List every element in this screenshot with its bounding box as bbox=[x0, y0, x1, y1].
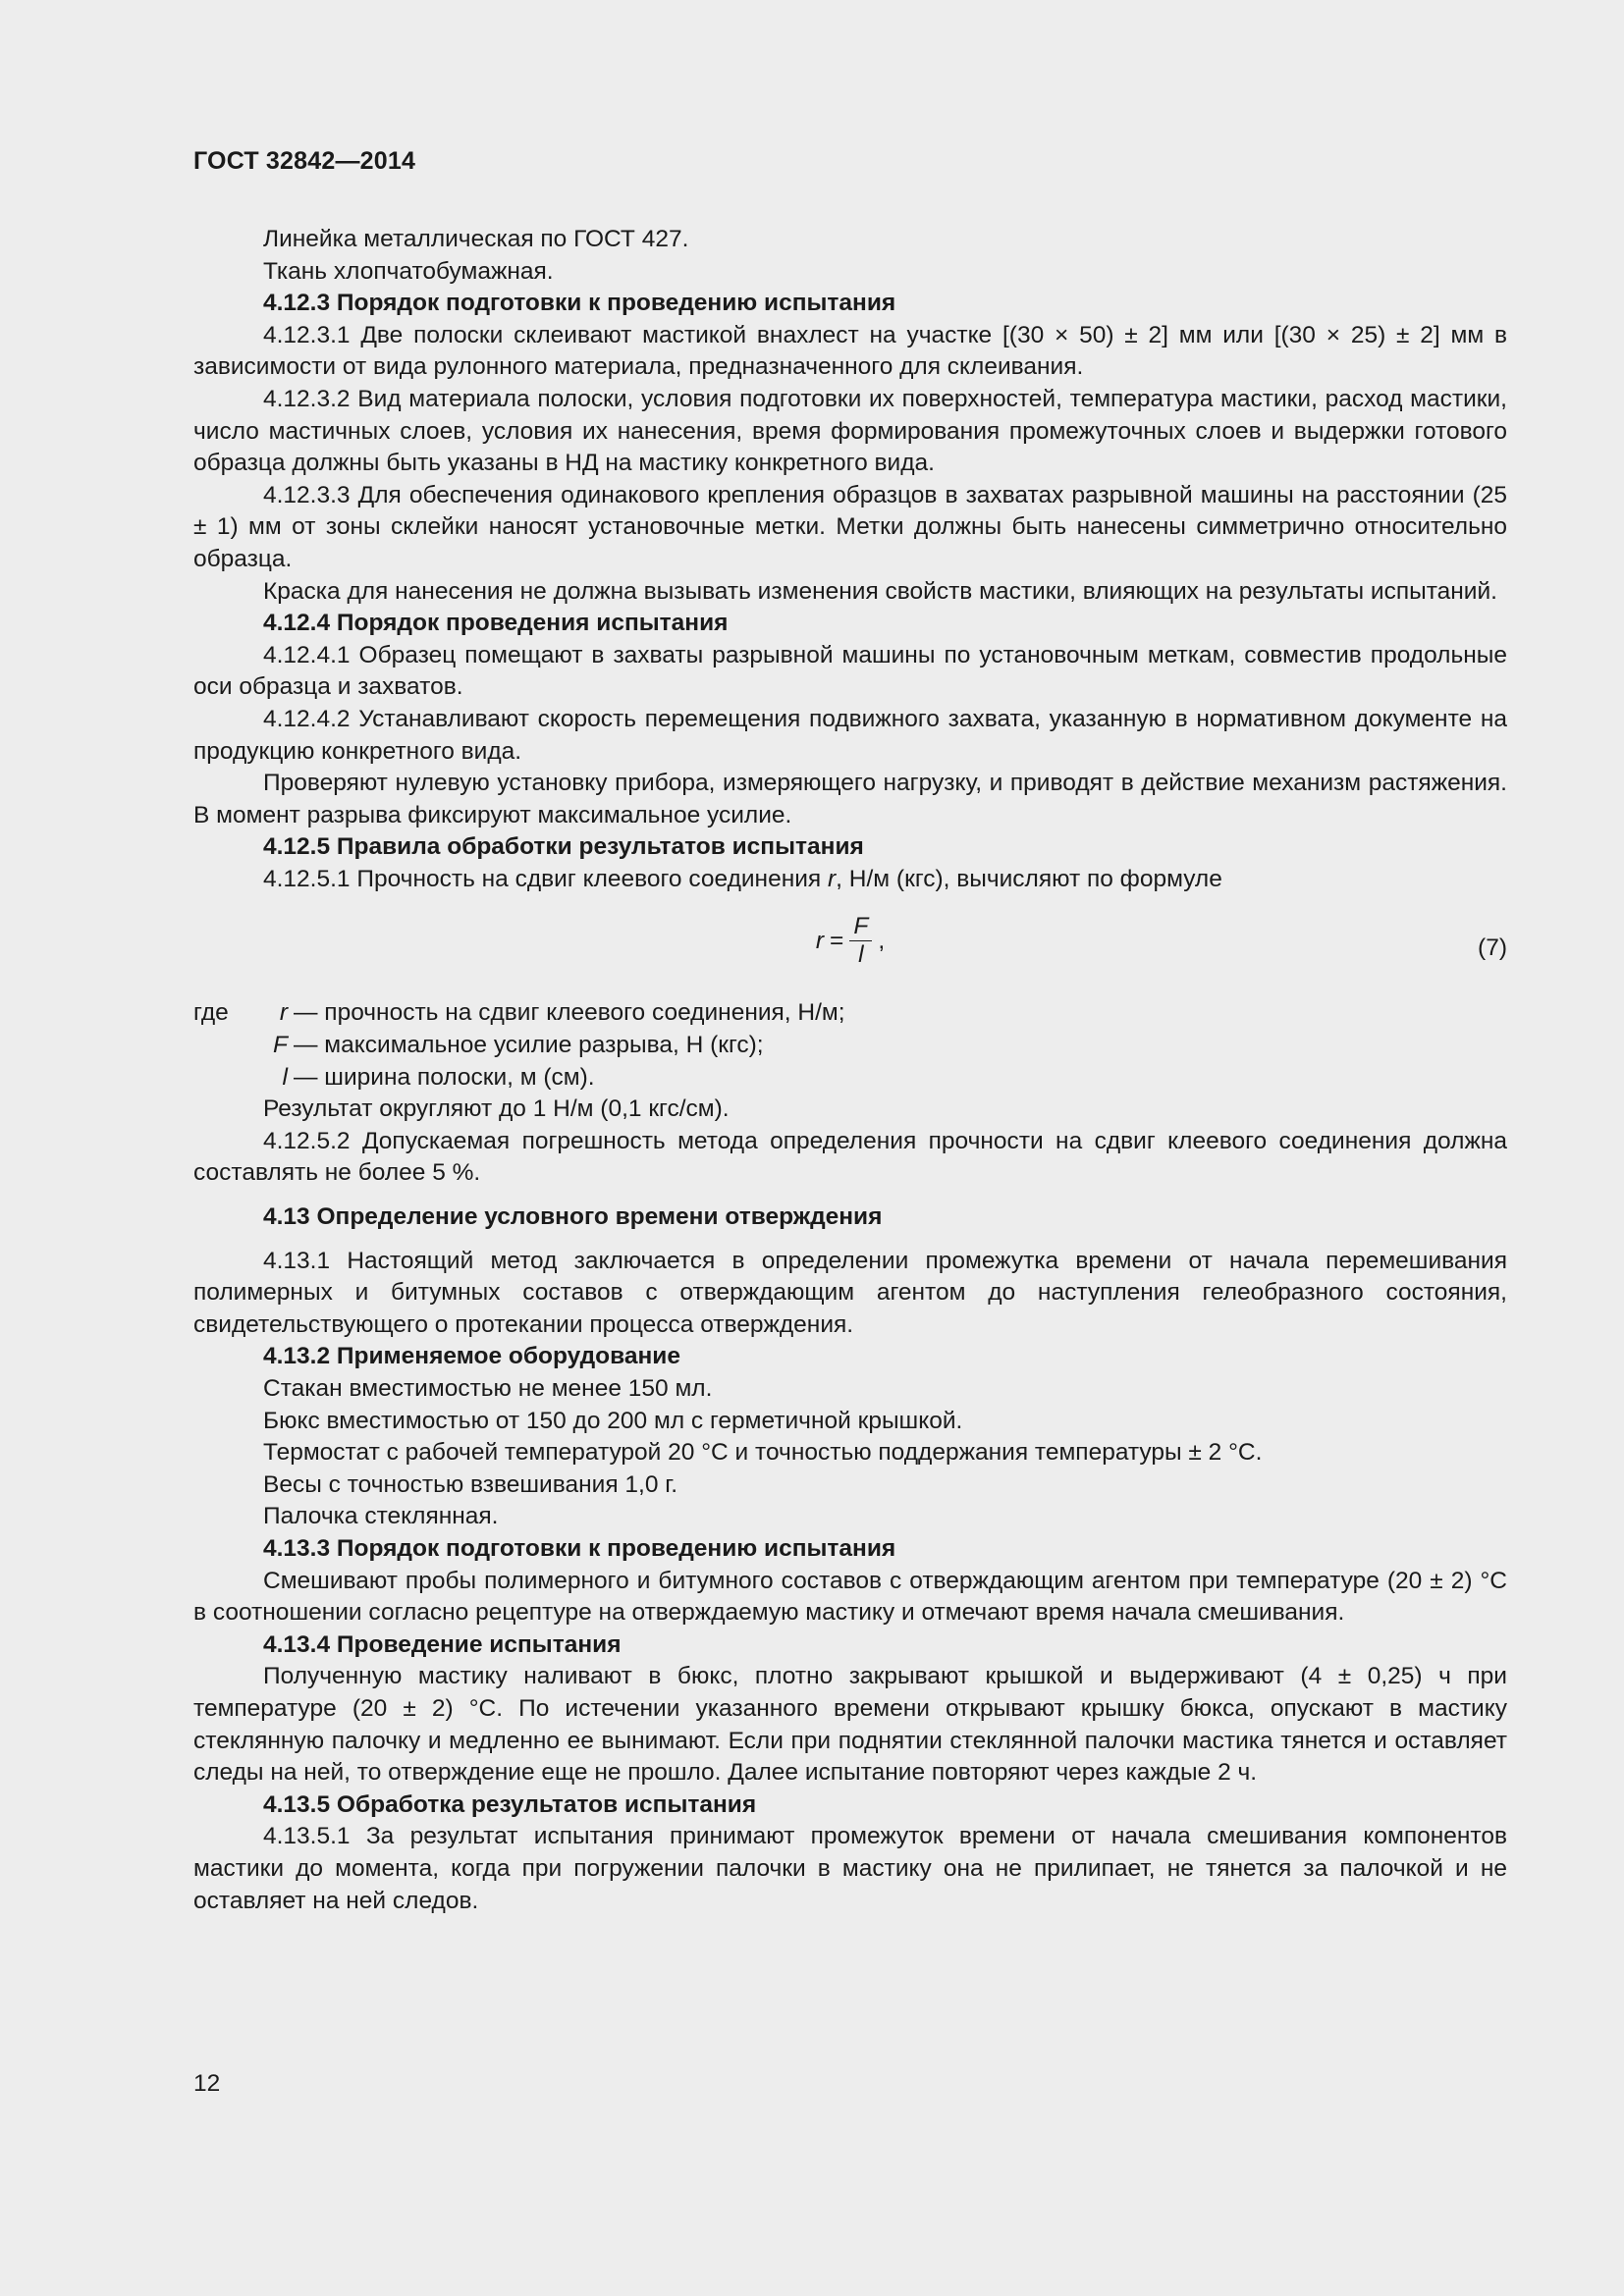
paragraph: Результат округляют до 1 Н/м (0,1 кгс/см). bbox=[263, 1095, 730, 1123]
paragraph: 4.12.3.3 Для обеспечения одинакового крепления образцов в захватах разрывной машины на расстоянии (25 ± 1) мм от зоны склейки наносят установочные метки. Метки должны быть нанесены симметрично относительно образца. bbox=[193, 481, 1507, 572]
paragraph: Стакан вместимостью не менее 150 мл. bbox=[263, 1375, 713, 1402]
paragraph: Смешивают пробы полимерного и битумного составов с отверждающим агентом при температуре (20 ± 2) °С в соотношении согласно рецептуре на отверждаемую мастику и отмечают время начала смешивания. bbox=[193, 1567, 1507, 1627]
paragraph: Краска для нанесения не должна вызывать изменения свойств мастики, влияющих на результаты испытаний. bbox=[263, 577, 1497, 605]
subsection-heading: 4.12.3 Порядок подготовки к проведению испытания bbox=[263, 290, 896, 317]
paragraph: 4.13.5.1 За результат испытания принимают промежуток времени от начала смешивания компонентов мастики до момента, когда при погружении палочки в мастику она не прилипает, не тянется за палочкой и не оставляет на ней следов. bbox=[193, 1823, 1507, 1914]
section-4-12-5-results bbox=[193, 1094, 1507, 1190]
paragraph: Термостат с рабочей температурой 20 °С и точностью поддержания температуры ± 2 °С. bbox=[263, 1439, 1263, 1467]
subsection-heading: 4.12.5 Правила обработки результатов испытания bbox=[263, 833, 864, 861]
paragraph: 4.12.3.1 Две полоски склеивают мастикой внахлест на участке [(30 × 50) ± 2] мм или [(30 × 25) ± 2] мм в зависимости от вида рулонного материала, предназначенного для склеивания. bbox=[193, 321, 1507, 381]
paragraph: Проверяют нулевую установку прибора, измеряющего нагрузку, и приводят в действие механизм растяжения. В момент разрыва фиксируют максимальное усилие. bbox=[193, 770, 1507, 828]
paragraph: 4.12.4.1 Образец помещают в захваты разрывной машины по установочным меткам, совместив продольные оси образца и захватов. bbox=[193, 641, 1507, 701]
paragraph: 4.12.5.2 Допускаемая погрешность метода определения прочности на сдвиг клеевого соединения должна составлять не более 5 %. bbox=[193, 1127, 1507, 1187]
formula-fraction bbox=[849, 913, 872, 969]
paragraph: 4.13.1 Настоящий метод заключается в определении промежутка времени от начала перемешивания полимерных и битумных составов с отверждающим агентом до наступления гелеобразного состояния, свидетельствующего о протекании процесса отверждения. bbox=[193, 1247, 1507, 1338]
formula-intro-paragraph: 4.12.5.1 Прочность на сдвиг клеевого соединения r, Н/м (кгс), вычисляют по формуле bbox=[263, 865, 1222, 892]
page-number: 12 bbox=[193, 2070, 221, 2097]
subsection-heading: 4.13.5 Обработка результатов испытания bbox=[263, 1790, 757, 1818]
subsection-heading: 4.13.4 Проведение испытания bbox=[263, 1630, 622, 1658]
paragraph: Полученную мастику наливают в бюкс, плотно закрывают крышкой и выдерживают (4 ± 0,25) ч при температуре (20 ± 2) °С. По истечении указанного времени открывают крышку бюкса, опускают в мастику стеклянную палочку и медленно ее вынимают. Если при поднятии стеклянной палочки мастика тянется и оставляет следы на ней, то отверждение еще не прошло. Далее испытание повторяют через каждые 2 ч. bbox=[193, 1663, 1507, 1787]
formula-numerator: F bbox=[849, 913, 872, 941]
section-heading-4-13: 4.13 Определение условного времени отверждения bbox=[263, 1203, 883, 1231]
legend-row: l — ширина полоски, м (см). bbox=[282, 1063, 595, 1091]
subsection-heading: 4.12.4 Порядок проведения испытания bbox=[263, 610, 729, 637]
subsection-heading: 4.13.3 Порядок подготовки к проведению испытания bbox=[263, 1534, 896, 1562]
legend-label: где bbox=[193, 999, 229, 1027]
formula-legend bbox=[193, 997, 1507, 1094]
paragraph: Линейка металлическая по ГОСТ 427. bbox=[263, 226, 689, 252]
legend-row: где r — прочность на сдвиг клеевого соединения, Н/м; bbox=[193, 997, 1507, 1030]
paragraph: 4.12.3.2 Вид материала полоски, условия подготовки их поверхностей, температура мастики, расход мастики, число мастичных слоев, условия их нанесения, время формирования промежуточных слоев и выдержки готового образца должны быть указаны в НД на мастику конкретного вида. bbox=[193, 385, 1507, 477]
paragraph: Палочка стеклянная. bbox=[263, 1503, 499, 1530]
formula-denominator: l bbox=[858, 941, 864, 969]
document-body bbox=[193, 224, 1507, 1917]
section-4-13-body bbox=[193, 1246, 1507, 1917]
formula-7: r = $\frac{F}{l}$ , (7) bbox=[815, 913, 1507, 969]
paragraph: 4.12.4.2 Устанавливают скорость перемещения подвижного захвата, указанную в нормативном документе на продукцию конкретного вида. bbox=[193, 705, 1507, 765]
paragraph: Бюкс вместимостью от 150 до 200 мл с герметичной крышкой. bbox=[263, 1407, 963, 1434]
section-4-12-3-4 bbox=[193, 224, 1507, 864]
paragraph: Ткань хлопчатобумажная. bbox=[263, 257, 554, 285]
subsection-heading: 4.13.2 Применяемое оборудование bbox=[263, 1343, 680, 1370]
legend-row: F — максимальное усилие разрыва, Н (кгс); bbox=[273, 1032, 764, 1059]
formula-number: (7) bbox=[1478, 934, 1507, 962]
document-header: ГОСТ 32842—2014 bbox=[193, 147, 416, 175]
formula-lhs: r bbox=[815, 927, 825, 954]
paragraph: Весы с точностью взвешивания 1,0 г. bbox=[263, 1470, 678, 1498]
